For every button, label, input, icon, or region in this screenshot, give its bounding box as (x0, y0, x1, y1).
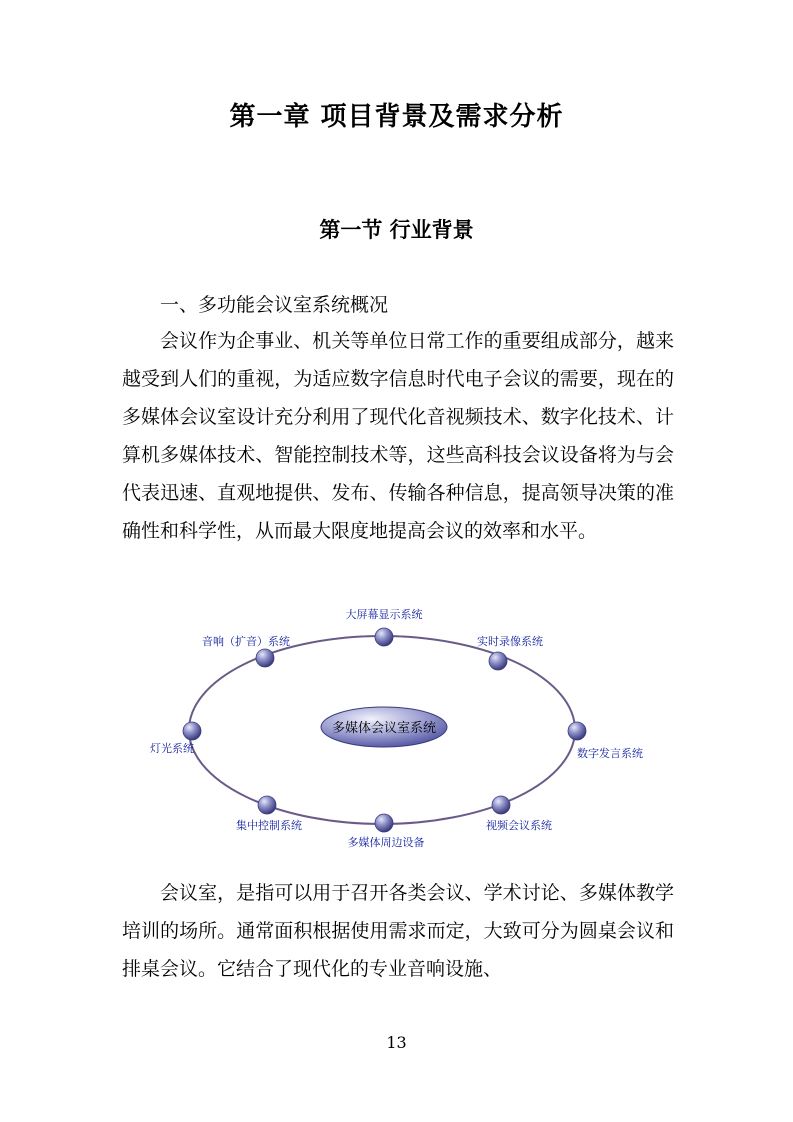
page-number: 13 (386, 1033, 407, 1052)
subheading: 一、多功能会议室系统概况 (160, 294, 389, 316)
system-diagram (140, 600, 660, 860)
label-peripheral: 多媒体周边设备 (347, 836, 425, 849)
label-recording: 实时录像系统 (477, 635, 543, 648)
label-lighting: 灯光系统 (150, 742, 194, 755)
node-large-screen (375, 628, 393, 646)
node-central-control (258, 796, 276, 814)
label-large-screen: 大屏幕显示系统 (345, 608, 423, 621)
label-digital-speech: 数字发言系统 (577, 747, 643, 760)
label-central-control: 集中控制系统 (236, 819, 302, 832)
node-peripheral (375, 814, 393, 832)
paragraph-intro: 会议作为企事业、机关等单位日常工作的重要组成部分，越来越受到人们的重视，为适应数字信息时代电子会议的需要，现在的多媒体会议室设计充分利用了现代化音视频技术、数字化技术、计算机多媒体技术、智能控制技术等，这些高科技会议设备将为与会代表迅速、直观地提供、发布、传输各种信息，提高领导决策的准确性和科学性，从而最大限度地提高会议的效率和水平。 (122, 330, 674, 542)
node-video-conference (492, 796, 510, 814)
label-video-conference: 视频会议系统 (486, 819, 552, 832)
chapter-title: 第一章 项目背景及需求分析 (229, 102, 564, 132)
node-lighting (183, 722, 201, 740)
paragraph-meeting-room: 会议室，是指可以用于召开各类会议、学术讨论、多媒体教学培训的场所。通常面积根据使用需求而定，大致可分为圆桌会议和排桌会议。它结合了现代化的专业音响设施、 (122, 882, 674, 980)
node-audio (256, 649, 274, 667)
center-label: 多媒体会议室系统 (331, 721, 437, 736)
section-title: 第一节 行业背景 (319, 218, 474, 242)
node-digital-speech (568, 722, 586, 740)
label-audio: 音响（扩音）系统 (202, 635, 290, 648)
node-recording (489, 652, 507, 670)
